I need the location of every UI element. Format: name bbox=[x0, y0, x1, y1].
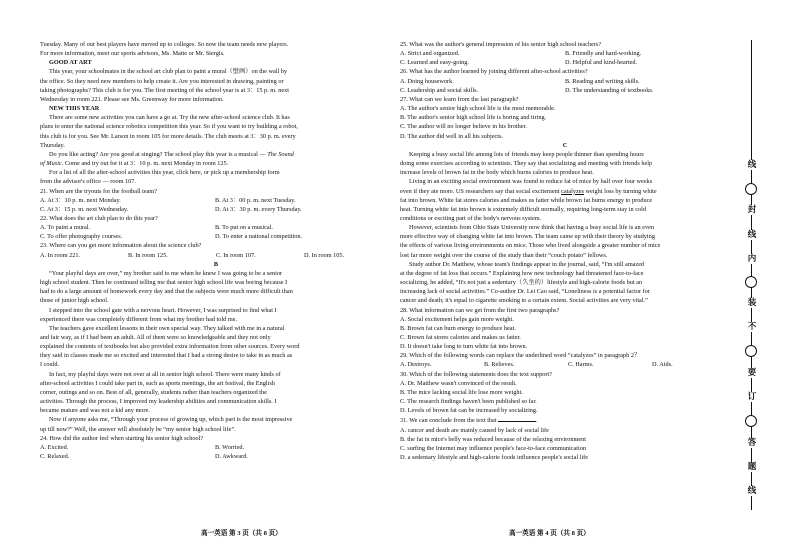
text-line: Thursday. bbox=[40, 141, 65, 149]
option[interactable]: D. To enter a national competition. bbox=[215, 233, 303, 241]
option[interactable]: B. Brown fat can burn energy to produce heat. bbox=[400, 324, 516, 332]
musical-title: The Sound bbox=[267, 150, 294, 158]
options-row bbox=[400, 49, 730, 58]
question-29: 29. Which of the following words can replace the underlined word “catalyzes” in paragraph 2？ bbox=[400, 352, 641, 360]
text-line: I could. bbox=[40, 361, 60, 369]
seal-char: 不 bbox=[741, 322, 763, 332]
text-line: “Your playful days are over,” my brother said to me when he knew I was going to be a senior bbox=[49, 269, 283, 277]
option[interactable]: D. In room 105. bbox=[304, 251, 345, 259]
option[interactable]: B. Worried. bbox=[215, 443, 245, 451]
text-line: increase levels of brown fat in the body which burns calories to produce heat. bbox=[400, 169, 594, 177]
text-line: socializing, he added, “It's not just a sedentary（久坐的）lifestyle and high-calorie foods but an bbox=[400, 279, 643, 287]
underlined-word: catalyzes bbox=[561, 187, 584, 195]
text-line: from the advisor's office — room 107. bbox=[40, 178, 136, 186]
option[interactable]: A. Destroys. bbox=[400, 361, 432, 369]
options-row bbox=[40, 443, 392, 452]
text-line bbox=[40, 150, 392, 159]
option[interactable]: D. The author did well in all his subjects. bbox=[400, 132, 503, 140]
seal-char: 要 bbox=[741, 368, 763, 378]
text-line: Living in an exciting social environment was found to reduce fat of mice by half over four weeks bbox=[409, 178, 653, 186]
text-line: heat. Turning white fat into brown is extremely difficult normally, requiring long-term stay in cold bbox=[400, 205, 646, 213]
text-line: Tuesday. Many of our best players have moved up to colleges. So now the team needs new players. bbox=[40, 41, 289, 48]
text-line: For a list of all the after-school activities this year, click here, or pick up a membership form bbox=[49, 169, 280, 177]
circle-icon bbox=[745, 183, 757, 195]
option[interactable]: D. Awkward. bbox=[215, 453, 248, 461]
option[interactable]: B. At 3：00 p. m. next Tuesday. bbox=[215, 196, 296, 204]
text-line: at the degree of fat loss that occurs.” Explaining how new technology had threatened face-to-face bbox=[400, 269, 644, 277]
answer-blank[interactable] bbox=[498, 415, 538, 425]
option[interactable]: C. surfing the Internet may influence people's face-to-face communication bbox=[400, 444, 586, 452]
section-heading: NEW THIS YEAR bbox=[49, 105, 100, 113]
option[interactable]: C. Harms. bbox=[568, 361, 594, 369]
question-26: 26. What has the author learned by joining different after-school activities? bbox=[400, 68, 588, 76]
text-line: this club is for you. See Mr. Larson in room 105 for more details. The club meets at 3：30 p. m. every bbox=[40, 132, 296, 140]
option[interactable]: C. The research findings haven't been published so far. bbox=[400, 398, 537, 406]
options-row bbox=[400, 77, 730, 86]
text-span: . bbox=[536, 417, 538, 425]
option[interactable]: A. The author's senior high school life is the most memorable. bbox=[400, 105, 556, 113]
text-span: Do you like acting? Are you good at singing? The school play this year is a musical — bbox=[49, 150, 268, 158]
seal-char: 题 bbox=[741, 462, 763, 472]
option[interactable]: A. cancer and death are mainly caused by lack of social life bbox=[400, 426, 549, 434]
text-span: 31. We can conclude from the text that bbox=[400, 417, 497, 425]
musical-title: of Music bbox=[40, 160, 62, 168]
option[interactable]: B. Relieves. bbox=[484, 361, 515, 369]
text-line: they said in classes made me so excited and interested that I had a strong desire to take in as much as bbox=[40, 352, 293, 360]
option[interactable]: C. Leadership and social skills. bbox=[400, 86, 479, 94]
page-footer-left: 高一英语 第 3 页（共 8 页） bbox=[201, 530, 282, 537]
option[interactable]: D. At 3：30 p. m. every Thursday. bbox=[215, 205, 302, 213]
question-24: 24. How did the author feel when starting his senior high school? bbox=[40, 434, 204, 442]
option[interactable]: A. To paint a mural. bbox=[40, 224, 91, 232]
text-line: In fact, my playful days were not over at all in senior high school. There were many kinds of bbox=[49, 370, 281, 378]
text-line: This year, your schoolmates in the school art club plan to paint a mural（壁画）on the wall by bbox=[49, 68, 288, 76]
text-line: became mature and was not a kid any more. bbox=[40, 407, 150, 415]
text-line: Keeping a busy social life among lots of friends may keep people thinner than spending hours bbox=[409, 150, 644, 158]
option[interactable]: B. Reading and writing skills. bbox=[565, 77, 640, 85]
section-heading: GOOD AT ART bbox=[49, 59, 92, 67]
text-span: . Come and try out for it at 3：10 p. m. next Monday in room 125. bbox=[61, 160, 229, 168]
option[interactable]: A. Social excitement helps gain more weight. bbox=[400, 315, 514, 323]
text-line: after-school activities I could take part in, such as sports meetings, the art festival, the English bbox=[40, 379, 275, 387]
seal-char: 线 bbox=[741, 160, 763, 170]
option[interactable]: D. The understanding of textbooks. bbox=[565, 86, 654, 94]
options-row bbox=[400, 58, 730, 67]
option[interactable]: D. Aids. bbox=[652, 361, 673, 369]
option[interactable]: C. Brown fat stores calories and makes us fatter. bbox=[400, 334, 521, 341]
options-row bbox=[40, 223, 392, 232]
options-row bbox=[400, 86, 730, 95]
option[interactable]: C. To offer photography courses. bbox=[40, 233, 123, 241]
text-line: Wednesday in room 221. Please see Ms. Greenway for more information. bbox=[40, 95, 224, 103]
text-span: even if they ate more. US researchers say that social excitement bbox=[400, 187, 562, 195]
text-line: and fair way, as if I had been an adult. All of them were so knowledgeable and they not only bbox=[40, 334, 271, 341]
seal-line-sidebar bbox=[737, 40, 767, 510]
question-23: 23. Where can you get more information about the science club? bbox=[40, 242, 202, 250]
seal-char: 答 bbox=[741, 438, 763, 448]
text-line: lost far more weight over the course of the study than their “couch potato” fellows. bbox=[400, 251, 608, 259]
options-row bbox=[400, 360, 730, 369]
text-line: The teachers gave excellent lessons in their own special way. They talked with me in a natural bbox=[49, 324, 285, 332]
options-row bbox=[40, 205, 392, 214]
question-25: 25. What was the author's general impression of his senior high school teachers? bbox=[400, 41, 602, 48]
option[interactable]: D. a sedentary lifestyle and high-calorie foods influence people's social life bbox=[400, 454, 589, 462]
text-line bbox=[400, 187, 730, 196]
option[interactable]: C. In room 107. bbox=[216, 251, 256, 259]
option[interactable]: A. Excited. bbox=[40, 443, 69, 451]
text-line bbox=[40, 159, 392, 168]
option[interactable]: C. The author will no longer believe in his brother. bbox=[400, 123, 527, 131]
options-row bbox=[40, 232, 392, 241]
seal-char: 内 bbox=[741, 254, 763, 264]
text-line: taking photographs? This club is for you. The first meeting of the school year is at 3：15 p. m. next bbox=[40, 86, 290, 94]
circle-icon bbox=[745, 415, 757, 427]
option[interactable]: A. Doing housework. bbox=[400, 77, 454, 85]
options-row bbox=[40, 251, 392, 260]
question-31 bbox=[400, 415, 730, 425]
text-line: However, scientists from Ohio State University now think that having a busy social life is an even bbox=[409, 224, 655, 232]
text-line: plans to enter the national science robotics competition this year. So if you want to try building a robot, bbox=[40, 123, 298, 131]
text-line: had to do a large amount of homework every day and that the subjects were much more difficult than bbox=[40, 288, 293, 296]
text-line: Study author Dr. Matthew, whose team's findings appear in the journal, said, “I'm still amazed bbox=[409, 260, 645, 268]
text-line: increasing lack of social activities.” Co-author Dr. Lei Cao said, “Loneliness is a potential factor for bbox=[400, 288, 650, 296]
question-28: 28. What information can we get from the first two paragraphs? bbox=[400, 306, 560, 314]
question-21: 21. When are the tryouts for the football team? bbox=[40, 187, 158, 195]
text-line: high school student. Then he continued telling me that senior high school life was boring because I bbox=[40, 279, 288, 287]
option[interactable]: B. Friendly and hard-working. bbox=[565, 50, 642, 58]
option[interactable]: A. At 3：10 p. m. next Monday. bbox=[40, 196, 121, 204]
right-column bbox=[400, 40, 730, 462]
text-line: the effects of various living environments on mice. Those who lived alongside a greater number of mice bbox=[400, 242, 661, 250]
text-line: I stepped into the school gate with a nervous heart. However, I was surprised to find what I bbox=[49, 306, 277, 314]
page-footer-right: 高一英语 第 4 页（共 8 页） bbox=[509, 530, 590, 537]
text-line: corner, outings and so on. Best of all, generally, students rather than teachers organized the bbox=[40, 388, 267, 396]
options-row bbox=[40, 196, 392, 205]
text-line: For more information, meet our sports advisors, Ms. Matte or Mr. Stergis. bbox=[40, 50, 225, 58]
option[interactable]: B. In room 125. bbox=[128, 251, 168, 259]
text-line: explained the contents of textbooks but also provided extra information from other sources. Every word bbox=[40, 343, 300, 351]
option[interactable]: A. Dr. Matthew wasn't convinced of the result. bbox=[400, 379, 517, 387]
seal-char: 订 bbox=[741, 392, 763, 402]
text-line: up till now?” Well, the answer will absolutely be “my senior high school life”. bbox=[40, 425, 236, 433]
question-22: 22. What does the art club plan to do this year? bbox=[40, 214, 158, 222]
text-line: fat into brown. White fat stores calories and makes us fatter while brown fat burns energy to produce bbox=[400, 196, 653, 204]
section-label-b: B bbox=[213, 260, 219, 268]
circle-icon bbox=[745, 276, 757, 288]
seal-char: 装 bbox=[741, 298, 763, 308]
option[interactable]: B. the fat in mice's belly was reduced because of the relaxing environment bbox=[400, 435, 586, 443]
seal-char: 封 bbox=[741, 205, 763, 215]
option[interactable]: C. At 3：15 p. m. next Wednesday. bbox=[40, 205, 129, 213]
text-line: There are some new activities you can have a go at. Try the new after-school science club. It has bbox=[49, 114, 290, 122]
option[interactable]: D. It doesn't take long to turn white fat into brown. bbox=[400, 343, 528, 351]
option[interactable]: B. The mice lacking social life lose more weight. bbox=[400, 388, 523, 396]
left-column bbox=[40, 40, 392, 461]
text-line: conditions or exciting part of the body's nervous system. bbox=[400, 214, 542, 222]
text-line: Now if anyone asks me, “Through your process of growing up, which part is the most impressive bbox=[49, 416, 293, 424]
option[interactable]: B. To put on a musical. bbox=[215, 224, 273, 232]
text-line: more effective way of changing white fat into brown. The team came up with their theory by studying bbox=[400, 233, 655, 241]
option[interactable]: D. Levels of brown fat can be increased by socializing. bbox=[400, 407, 538, 415]
text-line: cancer and death; it's equal to cigarette smoking to a certain extent. Social activities are very vital.” bbox=[400, 297, 648, 305]
question-30: 30. Which of the following statements does the text support? bbox=[400, 370, 552, 378]
options-row bbox=[40, 452, 392, 461]
text-line: those of junior high school. bbox=[40, 297, 109, 305]
text-line: experienced there was completely different from what my brother had told me. bbox=[40, 315, 238, 323]
option[interactable]: C. Learned and easy-going. bbox=[400, 59, 469, 67]
seal-char: 线 bbox=[741, 230, 763, 240]
option[interactable]: A. Strict and organized. bbox=[400, 50, 460, 58]
option[interactable]: D. Helpful and kind-hearted. bbox=[565, 59, 638, 67]
text-line: activities. Through the process, I improved my leadership abilities and communication skills. I bbox=[40, 398, 277, 406]
circle-icon bbox=[745, 345, 757, 357]
option[interactable]: A. In room 221. bbox=[40, 251, 81, 259]
text-line: the office. So they need new members to help create it. Are you interested in drawing, painting or bbox=[40, 77, 284, 85]
text-span: weight loss by turning white bbox=[583, 187, 657, 195]
section-label-c: C bbox=[562, 141, 568, 149]
text-line: doing some exercises according to scientists. They say that socializing and meeting with friends help bbox=[400, 160, 653, 168]
option[interactable]: C. Relaxed. bbox=[40, 453, 70, 461]
seal-char: 线 bbox=[741, 486, 763, 496]
option[interactable]: B. The author's senior high school life is boring and tiring. bbox=[400, 114, 547, 122]
question-27: 27. What can we learn from the last paragraph? bbox=[400, 95, 519, 103]
